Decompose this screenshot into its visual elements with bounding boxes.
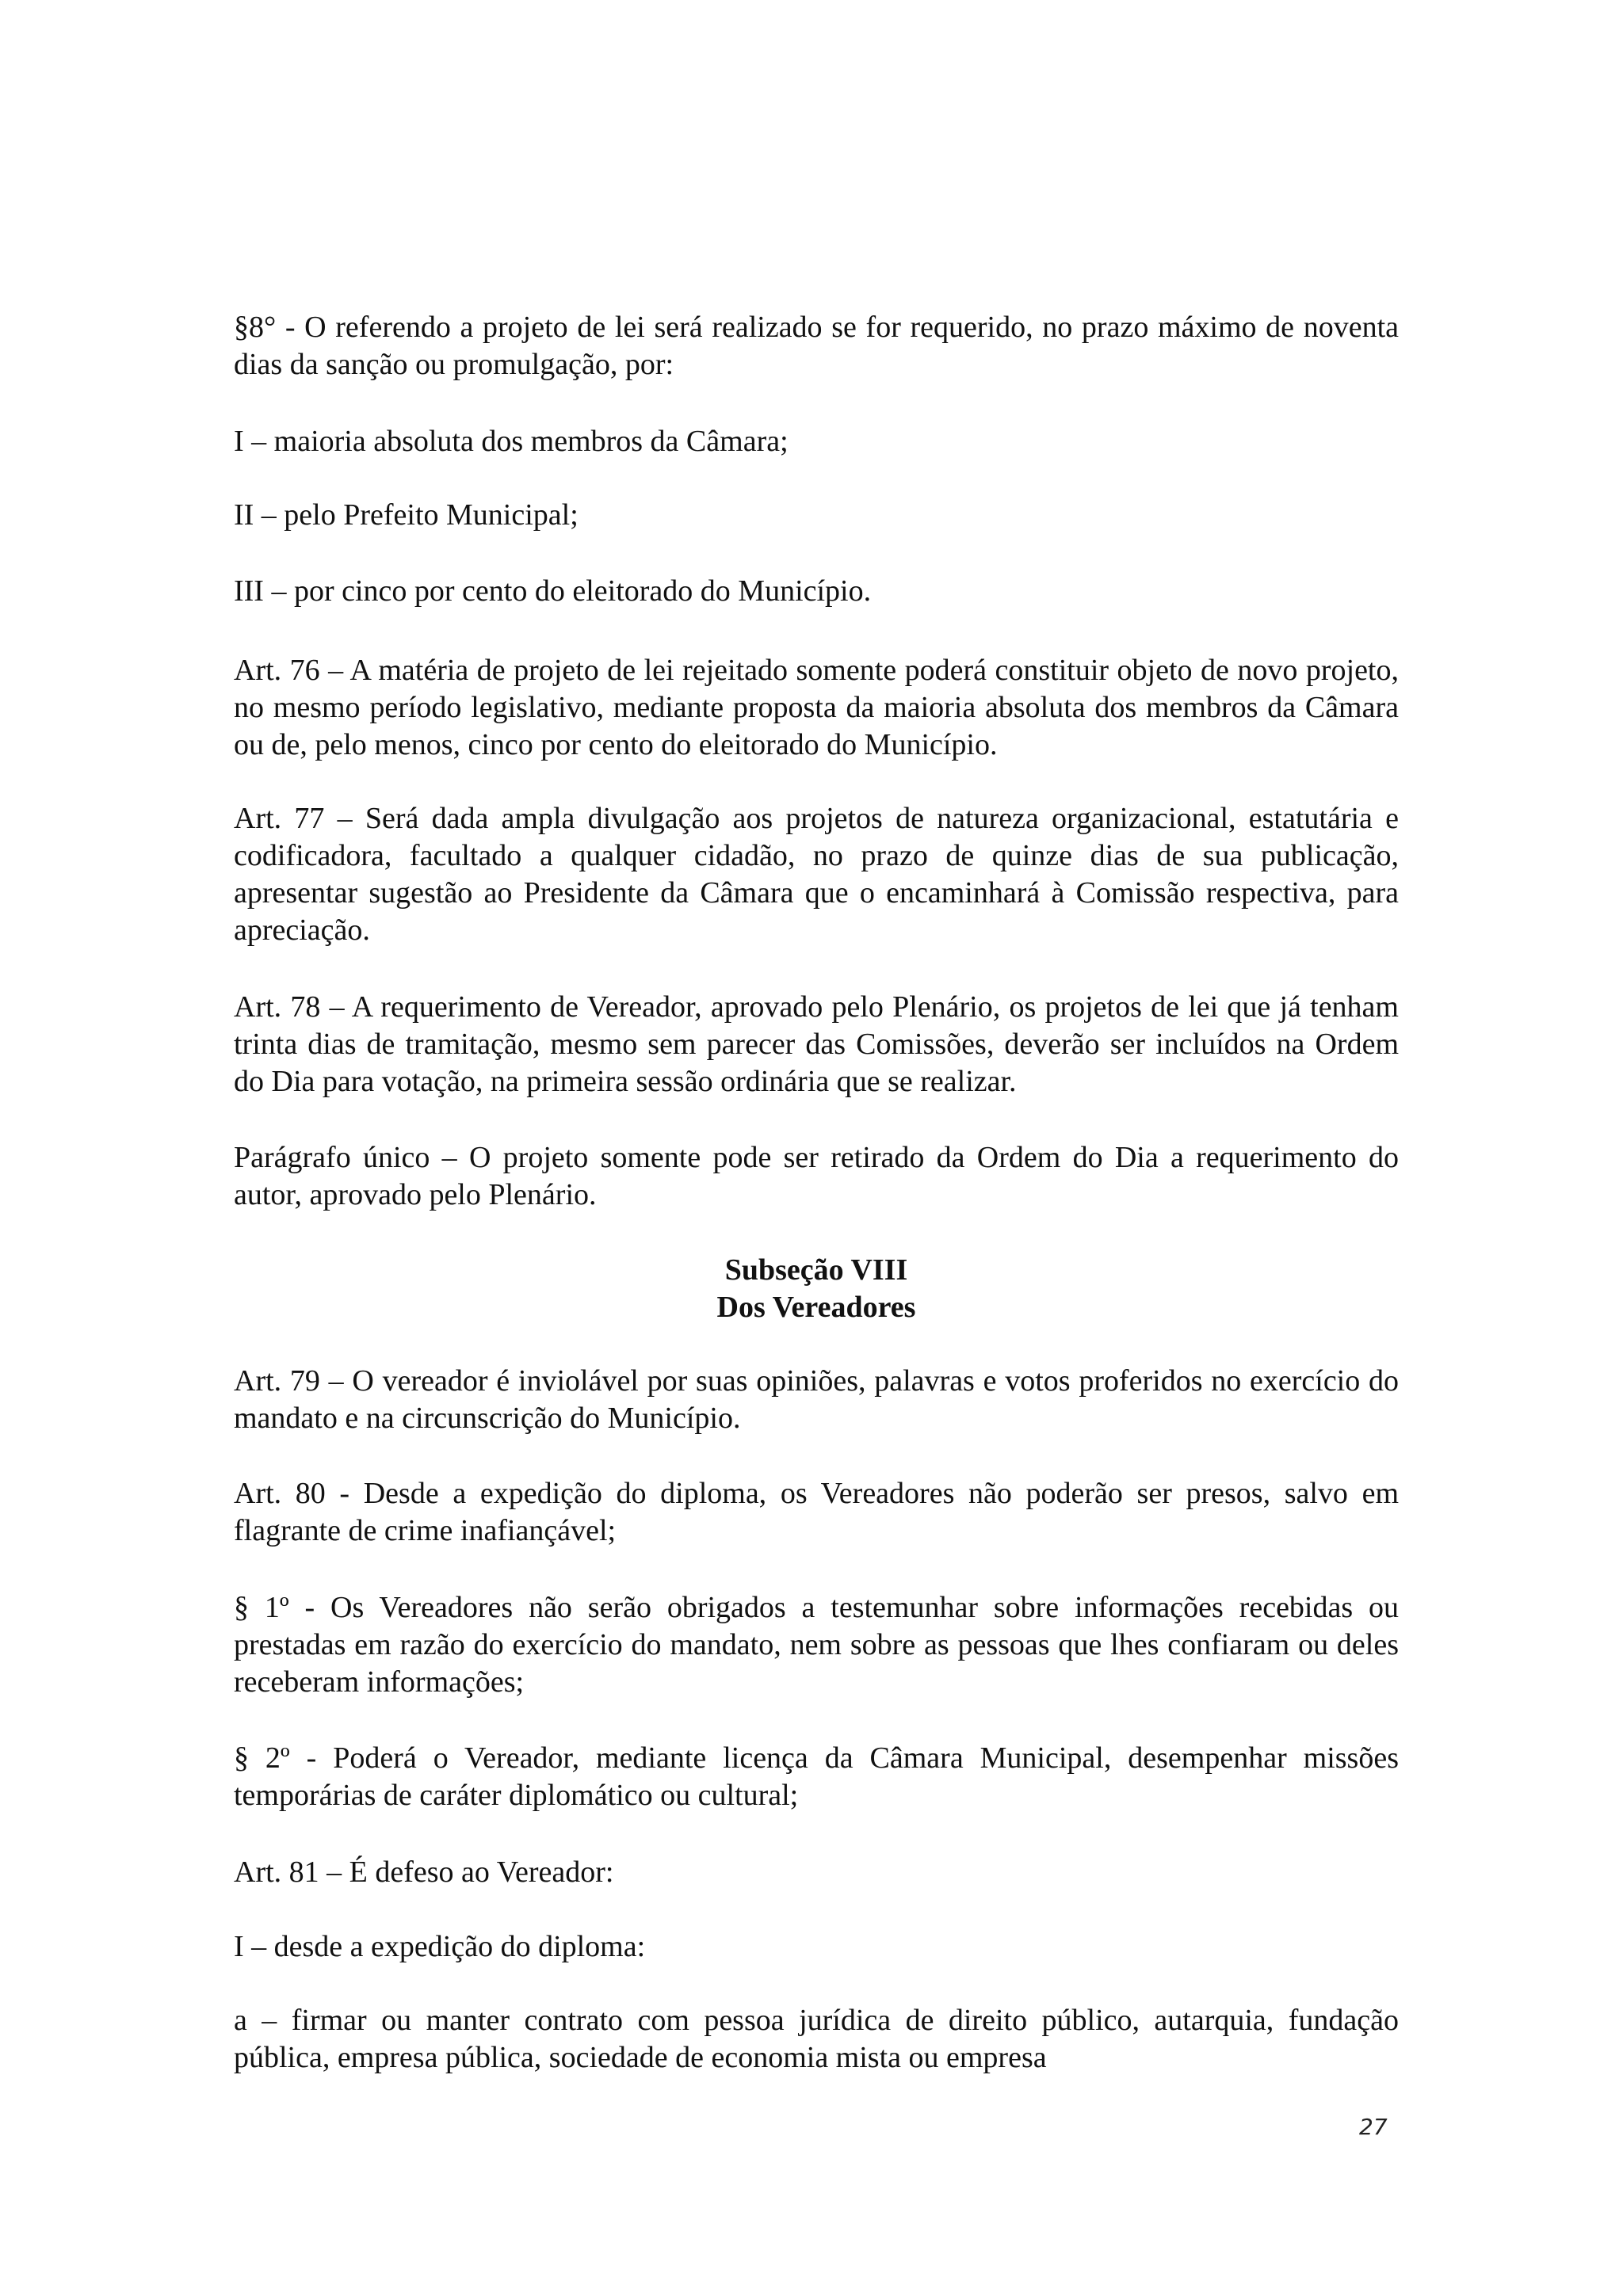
- paragraph-art-77: Art. 77 – Será dada ampla divulgação aos projetos de natureza organizacional, estatutária e codificadora, facultado a qualquer cidadão, no prazo de quinze dias de sua publicação, apresentar sugestão ao Presidente da Câmara que o encaminhará à Comissão respectiva, para apreciação.: [234, 802, 1399, 947]
- paragraph-par8-referendo: §8° - O referendo a projeto de lei será realizado se for requerido, no prazo máximo de noventa dias da sanção ou promulgação, por:: [234, 311, 1399, 381]
- page-number: 27: [1359, 2114, 1388, 2140]
- section-heading-subsecao: Subseção VIII: [724, 1253, 908, 1287]
- paragraph-item-a: a – firmar ou manter contrato com pessoa jurídica de direito público, autarquia, fundação pública, empresa pública, sociedade de economia mista ou empresa: [234, 2004, 1399, 2074]
- paragraph-art-79: Art. 79 – O vereador é inviolável por suas opiniões, palavras e votos proferidos no exercício do mandato e na circunscrição do Município.: [234, 1364, 1399, 1435]
- paragraph-item-i-diploma: I – desde a expedição do diploma:: [234, 1930, 646, 1963]
- section-heading-title: Dos Vereadores: [716, 1291, 916, 1324]
- paragraph-art-81: Art. 81 – É defeso ao Vereador:: [234, 1855, 614, 1889]
- paragraph-paragrafo-unico: Parágrafo único – O projeto somente pode ser retirado da Ordem do Dia a requerimento do autor, aprovado pelo Plenário.: [234, 1141, 1399, 1211]
- paragraph-item-i: I – maioria absoluta dos membros da Câmara;: [234, 425, 789, 458]
- paragraph-item-ii: II – pelo Prefeito Municipal;: [234, 498, 579, 532]
- paragraph-art-80: Art. 80 - Desde a expedição do diploma, os Vereadores não poderão ser presos, salvo em flagrante de crime inafiançável;: [234, 1477, 1399, 1547]
- paragraph-item-iii: III – por cinco por cento do eleitorado do Município.: [234, 574, 872, 608]
- paragraph-par2-vereador: § 2º - Poderá o Vereador, mediante licença da Câmara Municipal, desempenhar missões temporárias de caráter diplomático ou cultural;: [234, 1741, 1399, 1812]
- paragraph-par1-vereadores: § 1º - Os Vereadores não serão obrigados a testemunhar sobre informações recebidas ou prestadas em razão do exercício do mandato, nem sobre as pessoas que lhes confiaram ou deles receberam informações;: [234, 1591, 1399, 1699]
- paragraph-art-78: Art. 78 – A requerimento de Vereador, aprovado pelo Plenário, os projetos de lei que já tenham trinta dias de tramitação, mesmo sem parecer das Comissões, deverão ser incluídos na Ordem do Dia para votação, na primeira sessão ordinária que se realizar.: [234, 990, 1399, 1098]
- paragraph-art-76: Art. 76 – A matéria de projeto de lei rejeitado somente poderá constituir objeto de novo projeto, no mesmo período legislativo, mediante proposta da maioria absoluta dos membros da Câmara ou de, pelo menos, cinco por cento do eleitorado do Município.: [234, 654, 1399, 761]
